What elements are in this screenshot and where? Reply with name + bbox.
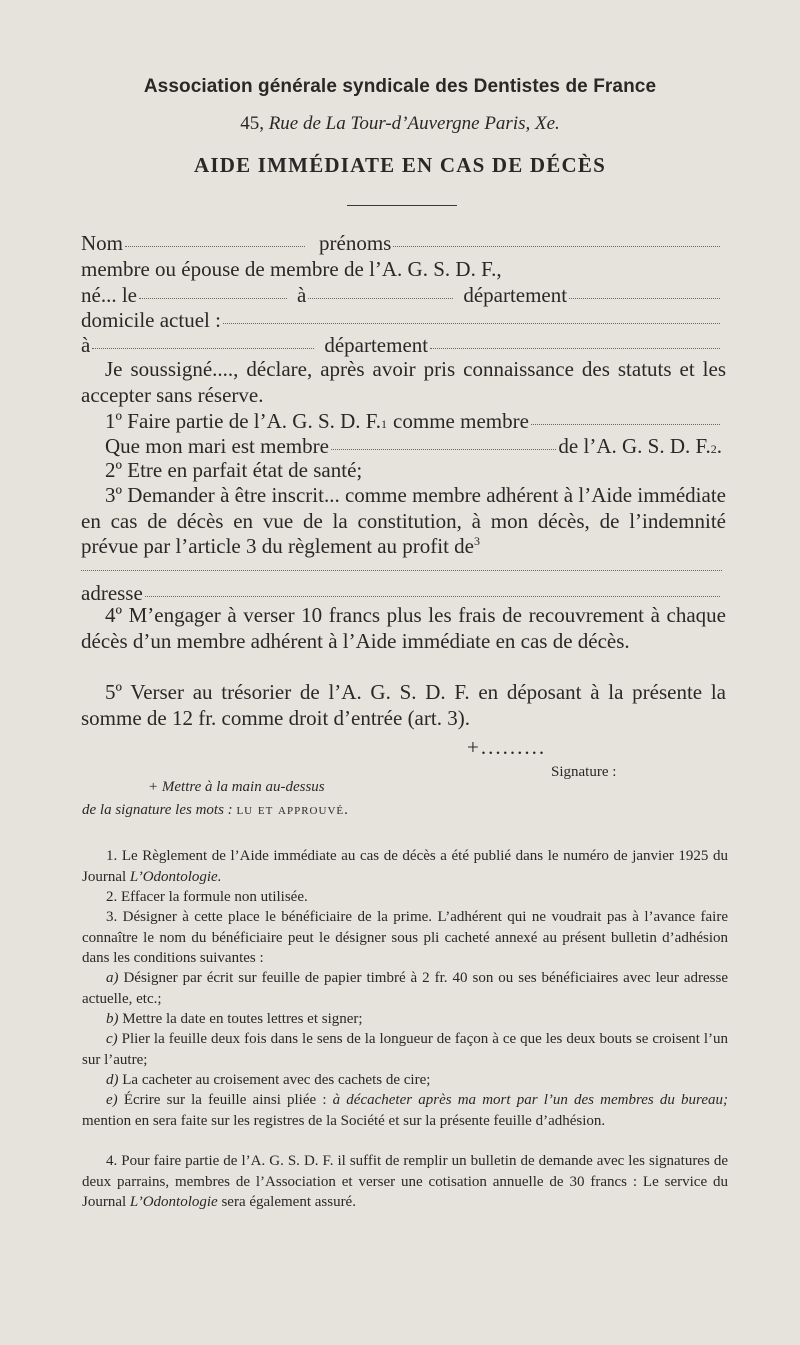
footnote-3e-mention: mention en sera faite sur les registres de la Société et sur la présente feuille d’adhésion.	[82, 1112, 606, 1129]
signature-note-text: de la signature les mots :	[82, 802, 233, 818]
signature-mark: +.........	[467, 735, 547, 759]
domicile-line	[81, 307, 722, 333]
footnote-3d	[82, 1070, 728, 1091]
signature-note-1: + Mettre à la main au-dessus	[148, 779, 325, 795]
city-label: à	[81, 333, 91, 357]
footnote-ref-3: 3	[474, 534, 480, 548]
footnote-4-text: 4. Pour faire partie de l’A. G. S. D. F. il suffit de remplir un bulletin de demande avec les signatures de deux parrains, membres de l’Association et verser une cotisation annuelle de 30 francs : Le service du Journal	[82, 1153, 728, 1210]
footnote-3a-text: Désigner par écrit sur feuille de papier timbré à 2 fr. 40 son ou ses bénéficiaires avec leur adresse actuelle, etc.;	[82, 970, 728, 1007]
footnote-3a-label: a)	[106, 970, 119, 986]
name-line	[81, 230, 722, 256]
adresse-label: adresse	[81, 581, 143, 605]
footnote-2: 2. Effacer la formule non utilisée.	[106, 889, 308, 905]
signature-note-2	[82, 802, 349, 819]
domicile-city-line	[81, 332, 722, 358]
membre-line	[81, 256, 722, 282]
item-4: 4º M’engager à verser 10 francs plus les frais de recouvrement à chaque décès d’un membre adhérent à l’Aide immédiate en cas de décès.	[81, 603, 726, 653]
footnote-3e	[82, 1090, 728, 1131]
city-field[interactable]	[92, 348, 314, 349]
birth-date-field[interactable]	[139, 298, 287, 299]
footnote-3b-text: Mettre la date en toutes lettres et signer;	[122, 1011, 363, 1027]
organization-name: Association générale syndicale des Dentistes de France	[143, 76, 657, 97]
signature-label: Signature :	[551, 764, 617, 780]
nom-label: Nom	[81, 231, 123, 255]
footnote-1	[82, 846, 728, 887]
item-2: 2º Etre en parfait état de santé;	[105, 458, 363, 482]
form-title: AIDE IMMÉDIATE EN CAS DE DÉCÈS	[194, 153, 606, 177]
footnote-3e-text: Écrire sur la feuille ainsi pliée :	[123, 1092, 327, 1108]
birth-departement-field[interactable]	[569, 298, 720, 299]
footnote-3c-text: Plier la feuille deux fois dans le sens de la longueur de façon à ce que les deux bouts se croisent l’un sur l’autre;	[82, 1031, 728, 1068]
husband-agsdf: de l’A. G. S. D. F.	[558, 434, 711, 458]
prenoms-field[interactable]	[393, 246, 720, 247]
title-divider	[347, 205, 457, 206]
address-street: Rue de La Tour-d’Auvergne Paris, Xe.	[268, 113, 560, 134]
prenoms-label: prénoms	[319, 231, 392, 255]
item-1-membre: comme membre	[393, 409, 529, 433]
membre-type-field[interactable]	[531, 424, 720, 425]
footnote-3e-label: e)	[106, 1092, 118, 1108]
ne-label: né... le	[81, 283, 137, 307]
footnote-4-end: sera également assuré.	[221, 1194, 356, 1210]
nom-field[interactable]	[125, 246, 305, 247]
footnote-3b	[82, 1009, 728, 1030]
domicile-departement-label: département	[324, 333, 429, 357]
signature-note-approved: lu et approuvé.	[236, 802, 349, 818]
domicile-departement-field[interactable]	[430, 348, 720, 349]
footnote-3c	[82, 1029, 728, 1070]
item-5: 5º Verser au trésorier de l’A. G. S. D. F. en déposant à la présente la somme de 12 fr. comme droit d’entrée (art. 3).	[81, 680, 726, 730]
adresse-field[interactable]	[145, 596, 720, 597]
footnote-3b-label: b)	[106, 1011, 119, 1027]
item-1-text: 1º Faire partie de l’A. G. S. D. F.	[105, 409, 382, 433]
footnote-3d-text: La cacheter au croisement avec des cachets de cire;	[122, 1072, 431, 1088]
address-number: 45,	[240, 113, 264, 134]
footnote-1-journal: L’Odontologie.	[129, 868, 222, 885]
birth-line	[81, 282, 722, 308]
footnote-3d-label: d)	[106, 1072, 119, 1088]
footnote-3: 3. Désigner à cette place le bénéficiaire de la prime. L’adhérent qui ne voudrait pas à l’avance faire connaître le nom du bénéficiaire peut le désigner sous pli cacheté annexé au présent bulletin d’adhésion dans les conditions suivantes :	[82, 909, 728, 966]
footnote-3c-label: c)	[106, 1031, 118, 1047]
organization-address	[0, 113, 800, 135]
domicile-field[interactable]	[223, 323, 720, 324]
item-1: 1º Faire partie de l’A. G. S. D. F. 1 comme membre	[105, 408, 722, 434]
item-3	[81, 483, 726, 560]
husband-membre-field[interactable]	[331, 449, 556, 450]
birth-place-field[interactable]	[308, 298, 453, 299]
footnote-4	[82, 1151, 728, 1213]
domicile-label: domicile actuel :	[81, 308, 221, 332]
footnote-3e-instruction: à décacheter après ma mort par l’un des membres du bureau;	[332, 1092, 728, 1108]
birth-departement-label: département	[463, 283, 568, 307]
husband-end: .	[716, 434, 722, 458]
declaration-paragraph: Je soussigné...., déclare, après avoir pris connaissance des statuts et les accepter sans réserve.	[81, 357, 726, 407]
footnote-3a	[82, 968, 728, 1009]
membre-label: membre ou épouse de membre de l’A. G. S. D. F.,	[81, 257, 502, 281]
birth-place-label: à	[296, 283, 307, 307]
footnote-4-journal: L’Odontologie	[129, 1194, 218, 1210]
item-3-text: 3º Demander à être inscrit... comme membre adhérent à l’Aide immédiate en cas de décès en vue de la constitution, à mon décès, de l’indemnité prévue par l’article 3 du règlement au profit de	[81, 483, 726, 558]
husband-text: Que mon mari est membre	[105, 434, 329, 458]
footnote-1-text: 1. Le Règlement de l’Aide immédiate au cas de décès a été publié dans le numéro de janvier 1925 du Journal	[82, 848, 728, 885]
husband-line: Que mon mari est membre de l’A. G. S. D. F. 2 .	[105, 434, 722, 458]
beneficiary-field[interactable]	[81, 570, 722, 571]
